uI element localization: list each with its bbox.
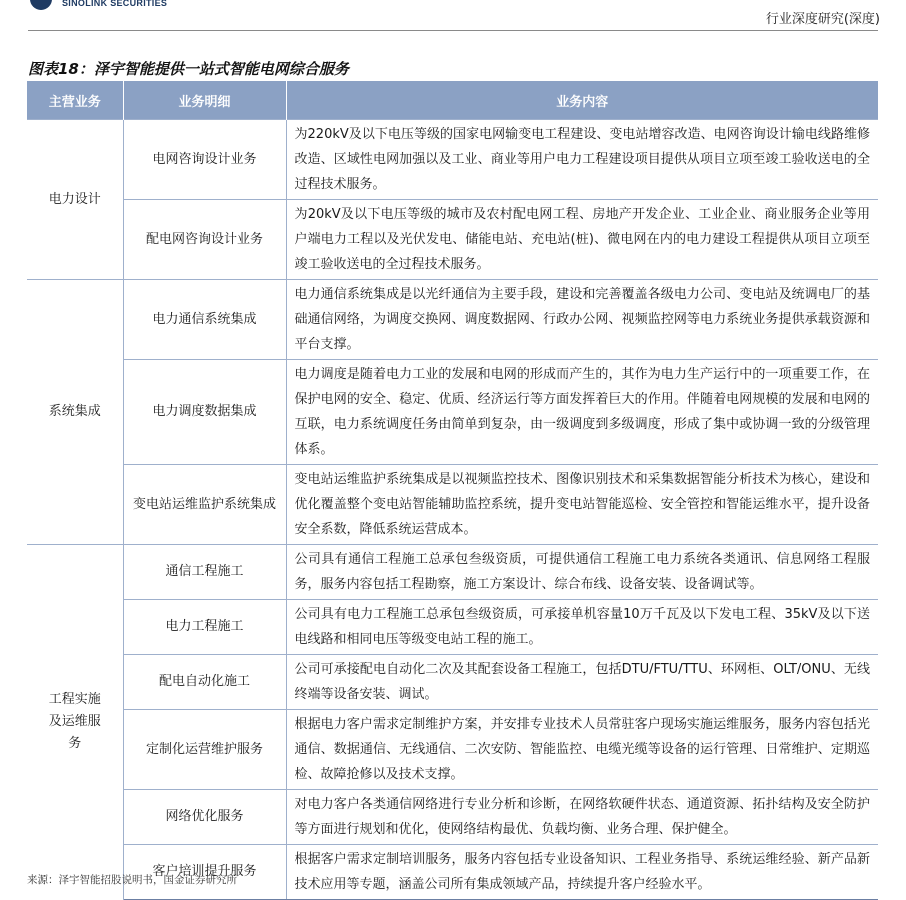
table-row <box>27 465 878 545</box>
header-divider <box>28 30 878 31</box>
category-power-design: 电力设计 <box>27 120 123 280</box>
figure-title: 图表18：泽宇智能提供一站式智能电网综合服务 <box>28 60 349 78</box>
detail-cell: 通信工程施工 <box>123 545 286 600</box>
category-system-integration: 系统集成 <box>27 280 123 545</box>
table-row <box>27 655 878 710</box>
detail-cell: 电力工程施工 <box>123 600 286 655</box>
detail-cell: 定制化运营维护服务 <box>123 710 286 790</box>
content-cell: 电力通信系统集成是以光纤通信为主要手段，建设和完善覆盖各级电力公司、变电站及统调电厂的基础通信网络，为调度交换网、调度数据网、行政办公网、视频监控网等电力系统业务提供承载资源和平台支撑。 <box>286 280 878 360</box>
content-cell: 根据客户需求定制培训服务，服务内容包括专业设备知识、工程业务指导、系统运维经验、新产品新技术应用等专题，涵盖公司所有集成领域产品，持续提升客户经验水平。 <box>286 845 878 900</box>
source-note: 来源：泽宇智能招股说明书，国金证券研究所 <box>27 874 237 886</box>
content-cell: 公司可承接配电自动化二次及其配套设备工程施工，包括DTU/FTU/TTU、环网柜、OLT/ONU、无线终端等设备安装、调试。 <box>286 655 878 710</box>
table-row <box>27 120 878 200</box>
column-header-main-business: 主营业务 <box>27 81 123 120</box>
detail-cell: 网络优化服务 <box>123 790 286 845</box>
detail-cell: 电网咨询设计业务 <box>123 120 286 200</box>
content-cell: 公司具有通信工程施工总承包叁级资质，可提供通信工程施工电力系统各类通讯、信息网络工程服务，服务内容包括工程勘察，施工方案设计、综合布线、设备安装、设备调试等。 <box>286 545 878 600</box>
category-engineering-om: 工程实施及运维服务 <box>27 545 123 900</box>
content-cell: 根据电力客户需求定制维护方案，并安排专业技术人员常驻客户现场实施运维服务，服务内容包括光通信、数据通信、无线通信、二次安防、智能监控、电缆光缆等设备的运行管理、日常维护、定期巡检、故障抢修以及技术支撑。 <box>286 710 878 790</box>
table-row <box>27 545 878 600</box>
table-row <box>27 360 878 465</box>
table-row <box>27 710 878 790</box>
detail-cell: 配电自动化施工 <box>123 655 286 710</box>
content-cell: 对电力客户各类通信网络进行专业分析和诊断，在网络软硬件状态、通道资源、拓扑结构及安全防护等方面进行规划和优化，使网络结构最优、负载均衡、业务合理、保护健全。 <box>286 790 878 845</box>
content-cell: 电力调度是随着电力工业的发展和电网的形成而产生的，其作为电力生产运行中的一项重要工作，在保护电网的安全、稳定、优质、经济运行等方面发挥着巨大的作用。伴随着电网规模的发展和电网的互联，电力系统调度任务由简单到复杂，由一级调度到多级调度，形成了集中或协调一致的分级管理体系。 <box>286 360 878 465</box>
table-row <box>27 200 878 280</box>
logo-text: SINOLINK SECURITIES <box>62 0 168 8</box>
column-header-business-detail: 业务明细 <box>123 81 286 120</box>
detail-cell: 客户培训提升服务 <box>123 845 286 900</box>
detail-cell: 变电站运维监护系统集成 <box>123 465 286 545</box>
detail-cell: 配电网咨询设计业务 <box>123 200 286 280</box>
table-row <box>27 790 878 845</box>
table-row <box>27 280 878 360</box>
report-type: 行业深度研究(深度) <box>765 12 880 27</box>
logo-mark-icon <box>30 0 52 10</box>
content-cell: 公司具有电力工程施工总承包叁级资质，可承接单机容量10万千瓦及以下发电工程、35kV及以下送电线路和相同电压等级变电站工程的施工。 <box>286 600 878 655</box>
company-logo <box>30 0 230 8</box>
content-cell: 为220kV及以下电压等级的国家电网输变电工程建设、变电站增容改造、电网咨询设计输电线路维修改造、区域性电网加强以及工业、商业等用户电力工程建设项目提供从项目立项至竣工验收送电的全过程技术服务。 <box>286 120 878 200</box>
table-header-row <box>27 81 878 120</box>
content-cell: 变电站运维监护系统集成是以视频监控技术、图像识别技术和采集数据智能分析技术为核心，建设和优化覆盖整个变电站智能辅助监控系统，提升变电站智能巡检、安全管控和智能运维水平，提升设备安全系数，降低系统运营成本。 <box>286 465 878 545</box>
column-header-business-content: 业务内容 <box>286 81 878 120</box>
detail-cell: 电力调度数据集成 <box>123 360 286 465</box>
detail-cell: 电力通信系统集成 <box>123 280 286 360</box>
content-cell: 为20kV及以下电压等级的城市及农村配电网工程、房地产开发企业、工业企业、商业服务企业等用户端电力工程以及光伏发电、储能电站、充电站(桩)、微电网在内的电力建设工程提供从项目立项至竣工验收送电的全过程技术服务。 <box>286 200 878 280</box>
business-table <box>27 81 878 900</box>
table-row <box>27 600 878 655</box>
